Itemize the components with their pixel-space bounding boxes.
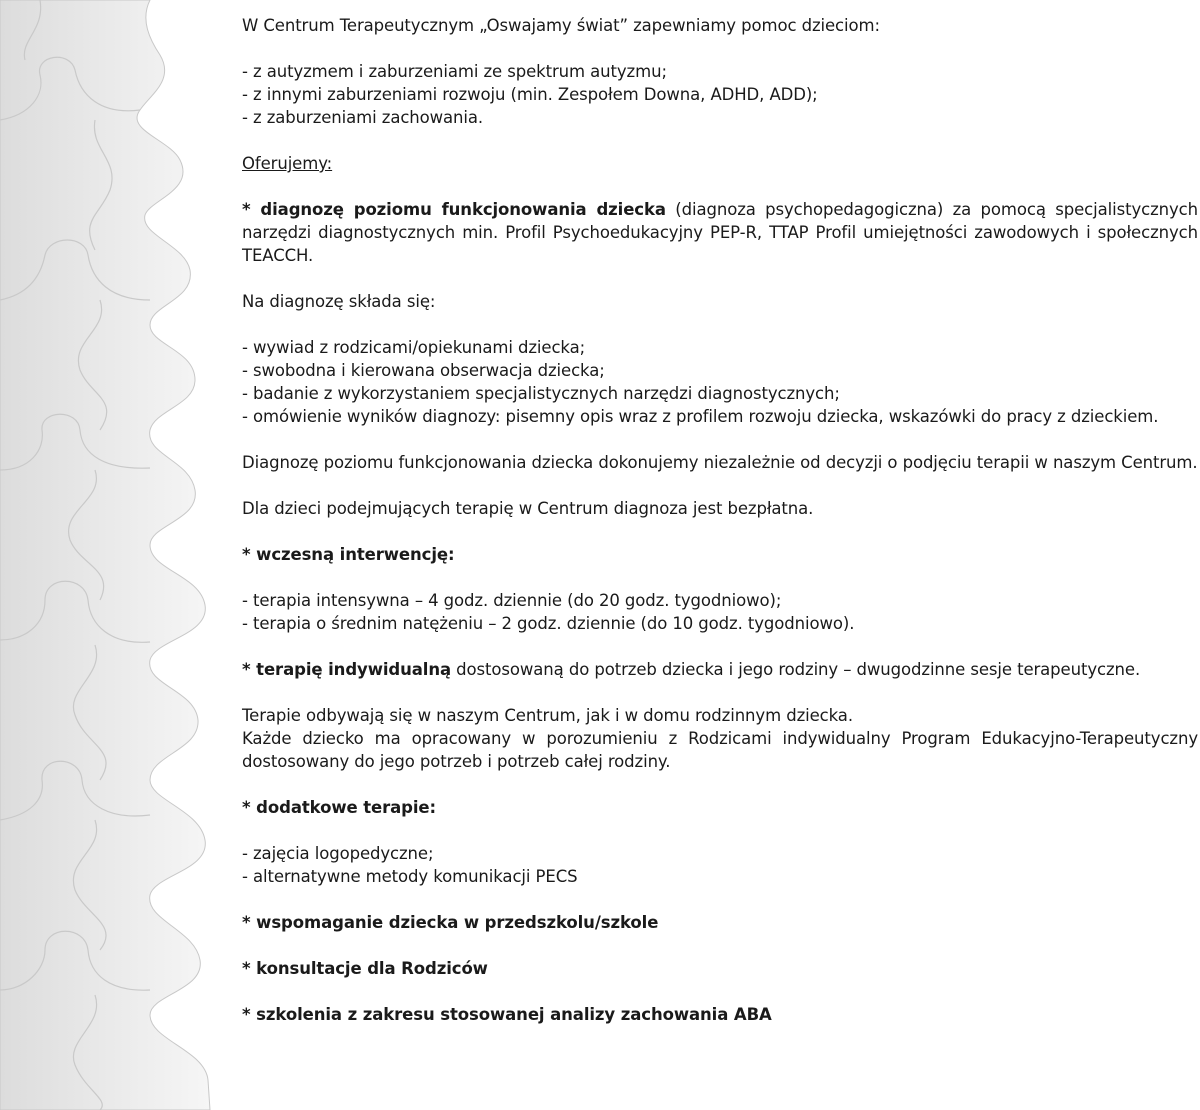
- list-item: - terapia intensywna – 4 godz. dziennie (do 20 godz. tygodniowo);: [242, 591, 782, 610]
- individual-therapy-description: dostosowaną do potrzeb dziecka i jego rodziny – dwugodzinne sesje terapeutyczne.: [451, 660, 1141, 679]
- diagnosis-items-list: [242, 336, 1198, 428]
- diagnosis-description: (diagnoza psychopedagogiczna) za pomocą specjalistycznych narzędzi diagnostycznych min. Profil Psychoedukacyjny PEP-R, TTAP Profil umiejętności zawodowych i społecznych TEACCH.: [242, 200, 1198, 265]
- offer-heading: [242, 152, 1198, 175]
- list-item: - alternatywne metody komunikacji PECS: [242, 867, 578, 886]
- list-item: - zajęcia logopedyczne;: [242, 844, 434, 863]
- individual-therapy-notes: [242, 704, 1198, 773]
- service-aba-training: [242, 1003, 1198, 1026]
- list-item: - swobodna i kierowana obserwacja dziecka;: [242, 361, 605, 380]
- diagnosis-title: * diagnozę poziomu funkcjonowania dziecka: [242, 200, 666, 219]
- individual-therapy-title: * terapię indywidualną: [242, 660, 452, 679]
- service-school-support: [242, 911, 1198, 934]
- list-item: - terapia o średnim natężeniu – 2 godz. dziennie (do 10 godz. tygodniowo).: [242, 614, 855, 633]
- individual-therapy-paragraph: [242, 658, 1198, 681]
- service-title: * szkolenia z zakresu stosowanej analizy zachowania ABA: [242, 1005, 772, 1024]
- service-title: * konsultacje dla Rodziców: [242, 959, 488, 978]
- diagnosis-independent-note: Diagnozę poziomu funkcjonowania dziecka dokonujemy niezależnie od decyzji o podjęciu terapii w naszym Centrum.: [242, 453, 1198, 472]
- early-intervention-list: [242, 589, 1198, 635]
- additional-therapies-list: [242, 842, 1198, 888]
- list-item: - omówienie wyników diagnozy: pisemny opis wraz z profilem rozwoju dziecka, wskazówki do pracy z dzieckiem.: [242, 407, 1159, 426]
- diagnosis-free-note: Dla dzieci podejmujących terapię w Centrum diagnoza jest bezpłatna.: [242, 499, 814, 518]
- puzzle-background: [0, 0, 215, 1110]
- intro-text: W Centrum Terapeutycznym „Oswajamy świat” zapewniamy pomoc dzieciom:: [242, 16, 880, 35]
- diagnosis-consists-heading: Na diagnozę składa się:: [242, 292, 436, 311]
- list-item: - wywiad z rodzicami/opiekunami dziecka;: [242, 338, 586, 357]
- target-groups-list: [242, 60, 1198, 129]
- list-item: - z innymi zaburzeniami rozwoju (min. Zespołem Downa, ADHD, ADD);: [242, 85, 818, 104]
- additional-therapies-heading: [242, 796, 1198, 819]
- list-item: - badanie z wykorzystaniem specjalistycznych narzędzi diagnostycznych;: [242, 384, 840, 403]
- offer-heading-text: Oferujemy:: [242, 154, 333, 173]
- service-parent-consultations: [242, 957, 1198, 980]
- additional-therapies-title: * dodatkowe terapie:: [242, 798, 437, 817]
- list-item: - z zaburzeniami zachowania.: [242, 108, 484, 127]
- list-item: - z autyzmem i zaburzeniami ze spektrum autyzmu;: [242, 62, 667, 81]
- service-title: * wspomaganie dziecka w przedszkolu/szkole: [242, 913, 659, 932]
- early-intervention-title: * wczesną interwencję:: [242, 545, 455, 564]
- diagnosis-paragraph: [242, 198, 1198, 267]
- therapy-program-note: Każde dziecko ma opracowany w porozumieniu z Rodzicami indywidualny Program Edukacyjno-Terapeutyczny dostosowany do jego potrzeb i potrzeb całej rodziny.: [242, 729, 1198, 771]
- main-content: [242, 14, 1198, 1049]
- early-intervention-heading: [242, 543, 1198, 566]
- therapy-place-note: Terapie odbywają się w naszym Centrum, jak i w domu rodzinnym dziecka.: [242, 706, 853, 725]
